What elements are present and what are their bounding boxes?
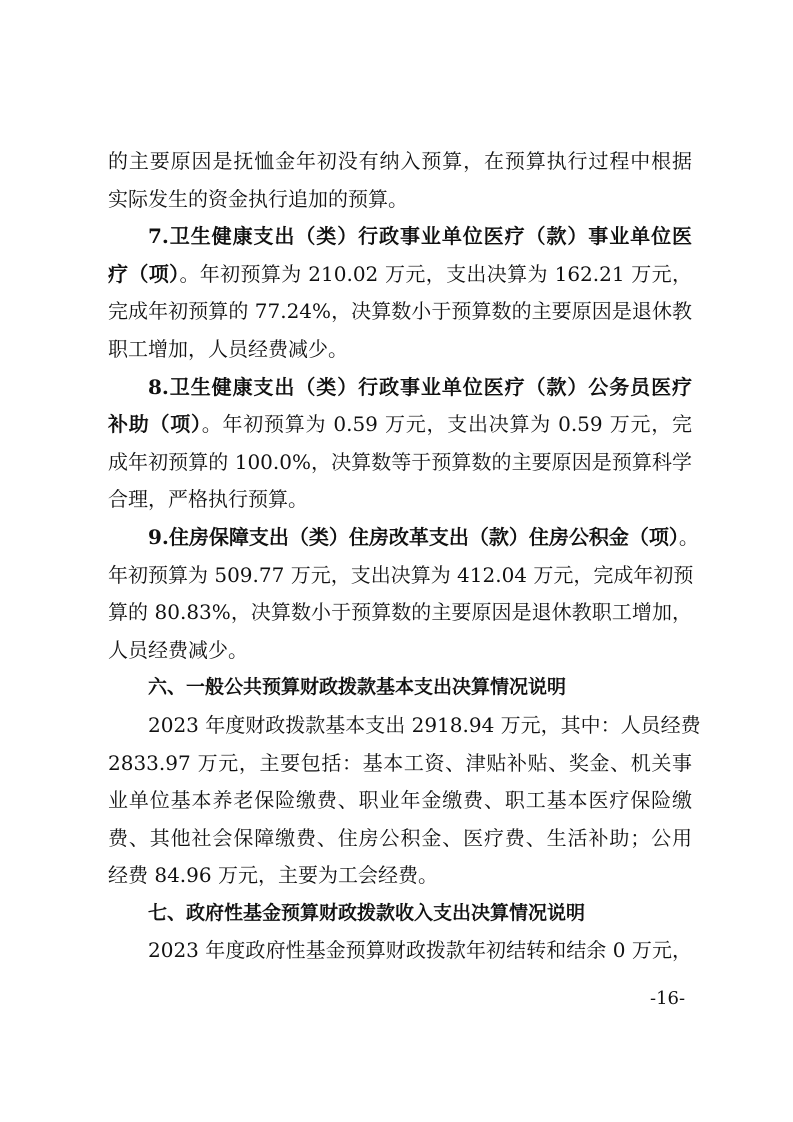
- text-line: 算的 80.83%，决算数小于预算数的主要原因是退休教职工增加，: [108, 600, 692, 625]
- item-9-title: 9.住房保障支出（类）住房改革支出（款）住房公积金（项）: [148, 524, 679, 549]
- text-line: [108, 406, 692, 444]
- section-heading-7: 七、政府性基金预算财政拨款收入支出决算情况说明: [148, 901, 586, 924]
- text-line: 费、其他社会保障缴费、住房公积金、医疗费、生活补助；公用: [108, 825, 692, 850]
- paragraph-item-9: [108, 519, 699, 669]
- text-line: 2833.97 万元，主要包括：基本工资、津贴补贴、奖金、机关事: [108, 750, 692, 775]
- item-7-title: 7.卫生健康支出（类）行政事业单位医疗（款）事业单位医: [148, 224, 692, 249]
- text-line: 年初预算为 509.77 万元，支出决算为 412.04 万元，完成年初预: [108, 562, 694, 587]
- text-line: 实际发生的资金执行追加的预算。: [108, 186, 408, 211]
- document-body: [108, 143, 701, 970]
- text-line: 人员经费减少。: [108, 637, 248, 662]
- text-line: 完成年初预算的 77.24%，决算数小于预算数的主要原因是退休教: [108, 299, 692, 324]
- paragraph-item-7: [108, 218, 692, 368]
- text-line: 2023 年度财政拨款基本支出 2918.94 万元，其中：人员经费: [148, 712, 701, 737]
- text-line: 业单位基本养老保险缴费、职业年金缴费、职工基本医疗保险缴: [108, 788, 692, 813]
- paragraph-fund-budget: [108, 932, 692, 970]
- section-heading-6: 六、一般公共预算财政拨款基本支出决算情况说明: [148, 676, 567, 699]
- text-line: [108, 256, 692, 294]
- item-7-title-cont: 疗（项）: [108, 261, 180, 286]
- item-8-text: 。年初预算为 0.59 万元，支出决算为 0.59 万元，完: [201, 412, 692, 437]
- paragraph-basic-expenditure: [108, 707, 701, 895]
- item-8-title-cont: 补助（项）: [108, 412, 202, 437]
- text-line: 的主要原因是抚恤金年初没有纳入预算，在预算执行过程中根据: [108, 149, 692, 173]
- item-9-punct: 。: [678, 524, 699, 549]
- page-number: -16-: [650, 988, 686, 1009]
- text-line: 成年初预算的 100.0%，决算数等于预算数的主要原因是预算科学: [108, 449, 692, 474]
- text-line: 经费 84.96 万元，主要为工会经费。: [108, 863, 438, 888]
- text-line: 2023 年度政府性基金预算财政拨款年初结转和结余 0 万元，: [148, 938, 692, 963]
- paragraph-item-8: [108, 369, 692, 519]
- item-7-text: 。年初预算为 210.02 万元，支出决算为 162.21 万元，: [179, 261, 693, 286]
- text-line: 职工增加，人员经费减少。: [108, 336, 348, 361]
- text-line: [108, 519, 699, 557]
- paragraph-pension-note: [108, 143, 692, 218]
- item-8-title: 8.卫生健康支出（类）行政事业单位医疗（款）公务员医疗: [148, 374, 692, 399]
- text-line: 合理，严格执行预算。: [108, 487, 308, 512]
